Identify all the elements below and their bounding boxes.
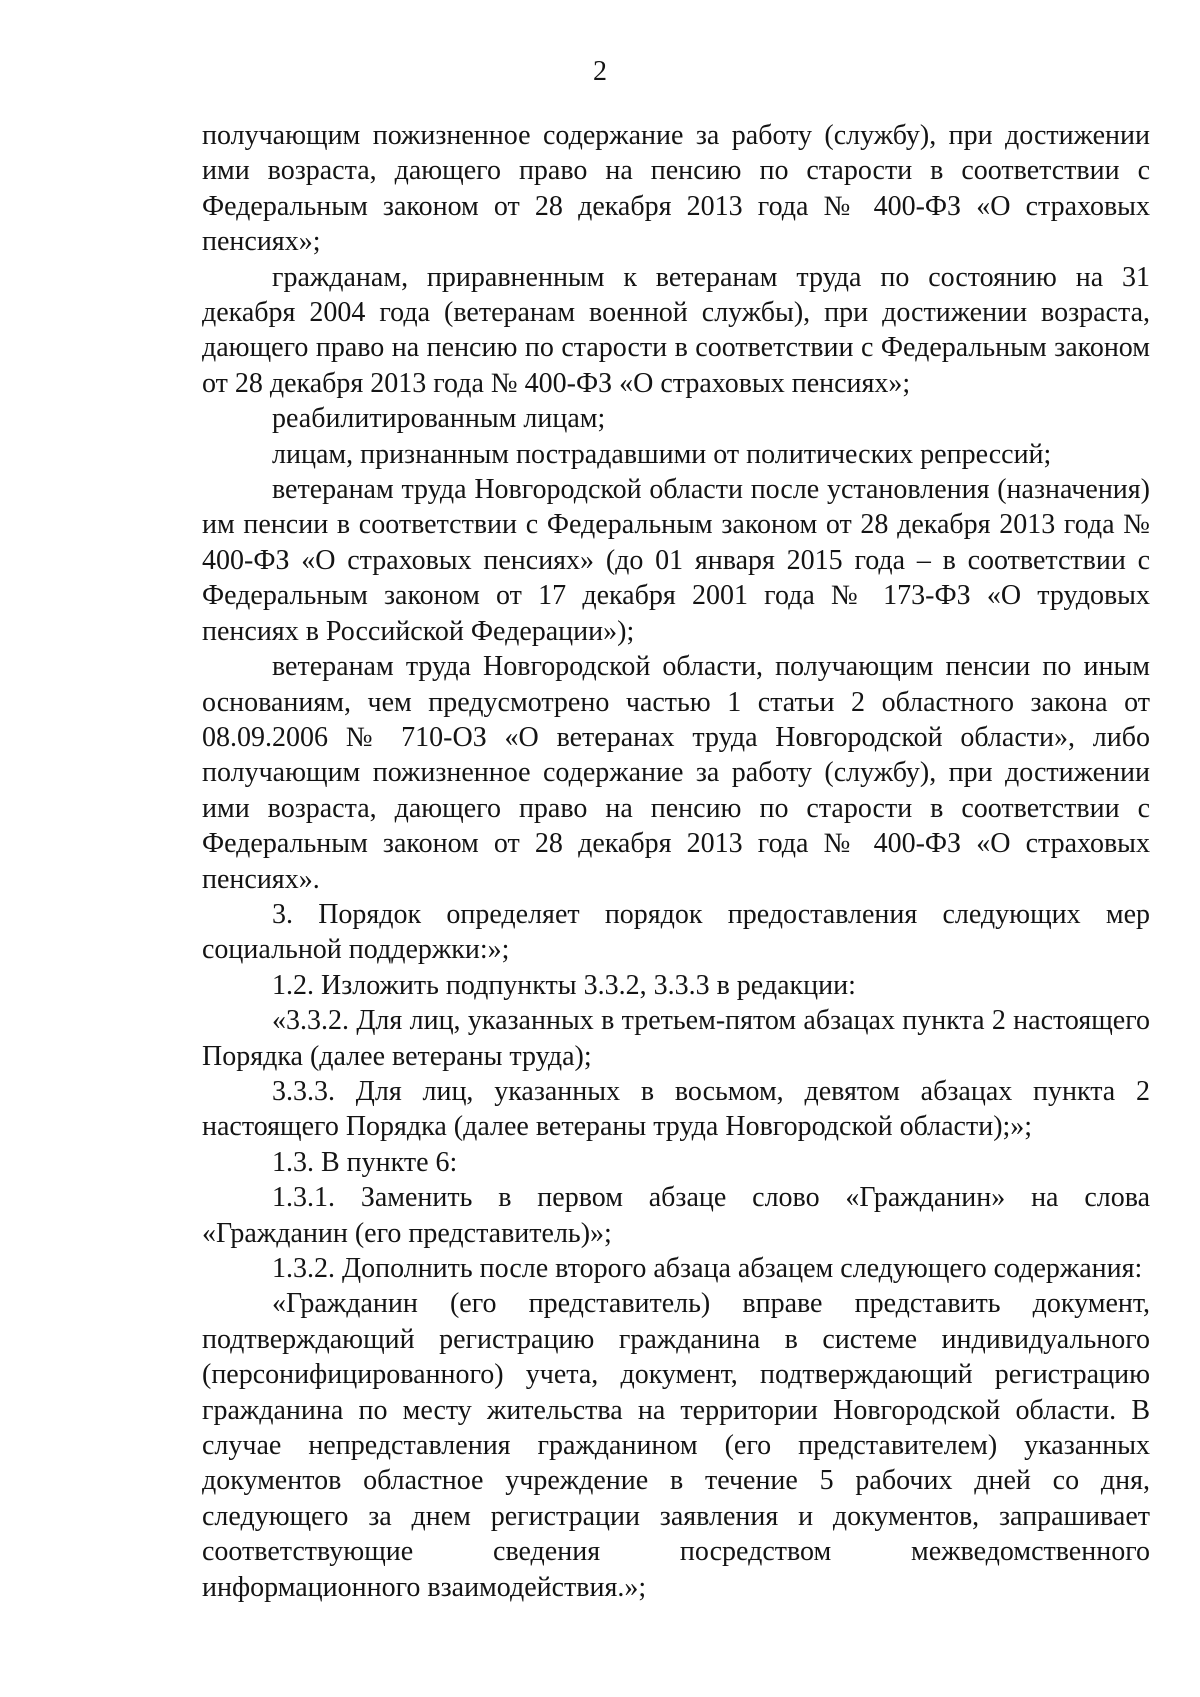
paragraph: лицам, признанным пострадавшими от политических репрессий; (272, 438, 1052, 470)
paragraph: 1.3.2. Дополнить после второго абзаца абзацем следующего содержания: (272, 1253, 1143, 1284)
paragraph: ветеранам труда Новгородской области, получающим пенсии по иным основаниям, чем предусмотрено частью 1 статьи 2 областного закона от 08.09.2006 № 710-ОЗ «О ветеранах труда Новгородской области», либо получающим пожизненное содержание за работу (службу), при достижении ими возраста, дающего право на пенсию по старости в соответствии с Федеральным законом от 28 декабря 2013 года № 400-ФЗ «О страховых пенсиях». (202, 651, 1150, 895)
paragraph: 1.2. Изложить подпункты 3.3.2, 3.3.3 в редакции: (272, 969, 856, 1001)
paragraph: 1.3.1. Заменить в первом абзаце слово «Гражданин» на слова «Гражданин (его представитель)»; (202, 1182, 1150, 1249)
document-body (202, 118, 1150, 1605)
paragraph: «Гражданин (его представитель) вправе представить документ, подтверждающий регистрацию гражданина в системе индивидуального (персонифицированного) учета, документ, подтверждающий регистрацию гражданина по месту жительства на территории Новгородской области. В случае непредставления гражданином (его представителем) указанных документов областное учреждение в течение 5 рабочих дней со дня, следующего за днем регистрации заявления и документов, запрашивает соответствующие сведения посредством межведомственного информационного взаимодействия.»; (202, 1288, 1150, 1603)
paragraph: ветеранам труда Новгородской области после установления (назначения) им пенсии в соответствии с Федеральным законом от 28 декабря 2013 года № 400-ФЗ «О страховых пенсиях» (до 01 января 2015 года – в соответствии с Федеральным законом от 17 декабря 2001 года № 173-ФЗ «О трудовых пенсиях в Российской Федерации»); (202, 474, 1150, 647)
paragraph: реабилитированным лицам; (272, 403, 606, 435)
paragraph: 3. Порядок определяет порядок предоставления следующих мер социальной поддержки:»; (202, 898, 1150, 966)
paragraph: 3.3.3. Для лиц, указанных в восьмом, девятом абзацах пункта 2 настоящего Порядка (далее ветераны труда Новгородской области);»; (202, 1075, 1150, 1143)
paragraph: «3.3.2. Для лиц, указанных в третьем-пятом абзацах пункта 2 настоящего Порядка (далее ветераны труда); (202, 1005, 1150, 1072)
paragraph: гражданам, приравненным к ветеранам труда по состоянию на 31 декабря 2004 года (ветеранам военной службы), при достижении возраста, дающего право на пенсию по старости в соответствии с Федеральным законом от 28 декабря 2013 года № 400-ФЗ «О страховых пенсиях»; (202, 261, 1150, 399)
page-number: 2 (593, 56, 607, 87)
paragraph: получающим пожизненное содержание за работу (службу), при достижении ими возраста, дающего право на пенсию по старости в соответствии с Федеральным законом от 28 декабря 2013 года № 400-ФЗ «О страховых пенсиях»; (202, 120, 1150, 258)
paragraph: 1.3. В пункте 6: (272, 1146, 458, 1178)
